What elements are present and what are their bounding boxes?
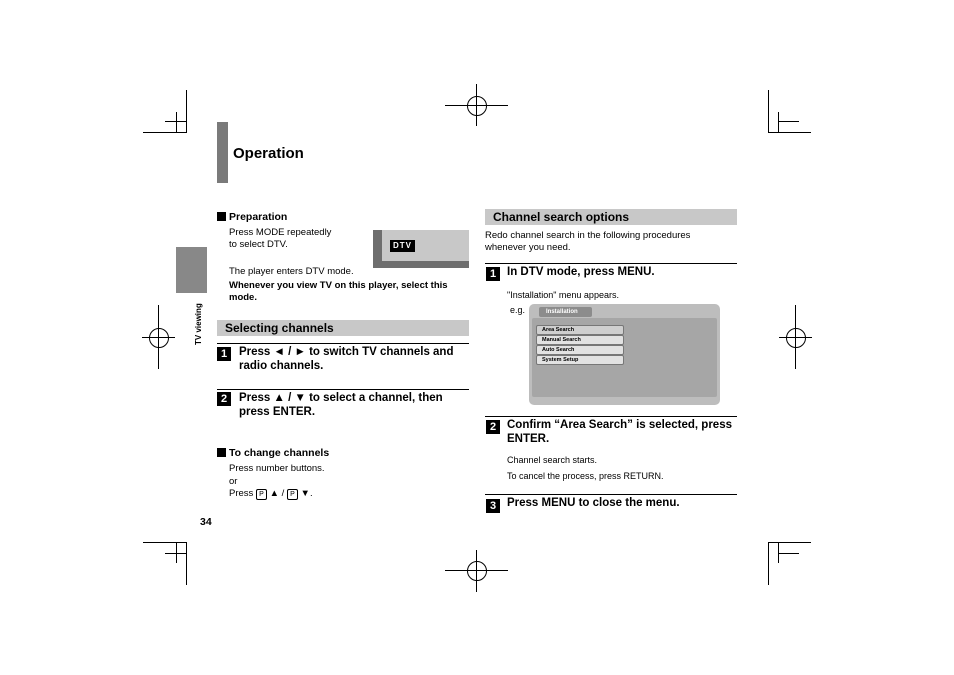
page-title: Operation — [233, 145, 304, 162]
program-key-icon: P — [256, 489, 267, 500]
registration-mark-left — [158, 305, 159, 369]
bullet-square-icon — [217, 448, 226, 457]
crop-mark — [768, 542, 769, 585]
registration-mark-right — [786, 328, 806, 348]
registration-mark-top — [467, 96, 487, 116]
crop-mark — [165, 121, 186, 122]
crop-mark — [778, 112, 779, 133]
registration-mark-top — [476, 84, 477, 126]
crop-mark — [768, 132, 811, 133]
installation-menu-tab: Installation — [539, 307, 592, 317]
registration-mark-right — [795, 305, 796, 369]
intro-line2: whenever you need. — [485, 242, 571, 253]
step-number: 1 — [486, 267, 500, 281]
preparation-note1: Whenever you view TV on this player, select this — [229, 280, 448, 291]
crop-mark — [768, 542, 811, 543]
step-divider — [485, 494, 737, 495]
crop-mark — [778, 553, 799, 554]
step-divider — [485, 263, 737, 264]
step-2-line2: press ENTER. — [239, 406, 316, 418]
menu-item-area-search[interactable]: Area Search — [536, 325, 624, 335]
preparation-line2: to select DTV. — [229, 239, 288, 250]
step-2-line1: Press ▲ / ▼ to select a channel, then — [239, 392, 443, 404]
crop-mark — [143, 132, 186, 133]
intro-line1: Redo channel search in the following procedures — [485, 230, 691, 241]
side-tab — [176, 247, 207, 293]
menu-item-system-setup[interactable]: System Setup — [536, 355, 624, 365]
title-accent-bar — [217, 122, 228, 183]
section-selecting-channels: Selecting channels — [217, 320, 469, 336]
change-line1: Press number buttons. — [229, 463, 325, 474]
crop-mark — [778, 121, 799, 122]
side-label: TV viewing — [194, 303, 203, 345]
preparation-note2: mode. — [229, 292, 257, 303]
menu-item-manual-search[interactable]: Manual Search — [536, 335, 624, 345]
step-number: 2 — [217, 392, 231, 406]
right-step-2-line2: ENTER. — [507, 433, 550, 445]
crop-mark — [768, 90, 769, 133]
dtv-indicator: DTV — [390, 240, 415, 252]
step-divider — [217, 389, 469, 390]
registration-mark-bottom — [467, 561, 487, 581]
step-number: 1 — [217, 347, 231, 361]
registration-mark-bottom — [476, 550, 477, 592]
step-number: 2 — [486, 420, 500, 434]
program-key-icon: P — [287, 489, 298, 500]
change-channels-heading: To change channels — [217, 447, 329, 459]
section-channel-search-options: Channel search options — [485, 209, 737, 225]
right-step-2-note2: To cancel the process, press RETURN. — [507, 471, 664, 481]
step-divider — [485, 416, 737, 417]
eg-label: e.g. — [510, 305, 526, 315]
step-divider — [217, 343, 469, 344]
right-step-1-text: In DTV mode, press MENU. — [507, 266, 655, 278]
step-1-line2: radio channels. — [239, 360, 324, 372]
right-step-2-line1: Confirm “Area Search” is selected, press — [507, 419, 732, 431]
crop-mark — [165, 553, 186, 554]
change-press-keys: Press P ▲ / P ▼. — [229, 488, 313, 499]
crop-mark — [186, 90, 187, 133]
menu-item-auto-search[interactable]: Auto Search — [536, 345, 624, 355]
preparation-heading: Preparation — [217, 211, 287, 223]
right-step-3-text: Press MENU to close the menu. — [507, 497, 680, 509]
right-step-1-note: "Installation" menu appears. — [507, 290, 619, 300]
bullet-square-icon — [217, 212, 226, 221]
change-or: or — [229, 476, 238, 487]
page-number: 34 — [200, 516, 212, 528]
preparation-line3: The player enters DTV mode. — [229, 266, 354, 277]
right-step-2-note1: Channel search starts. — [507, 455, 598, 465]
crop-mark — [186, 542, 187, 585]
registration-mark-left — [149, 328, 169, 348]
crop-mark — [143, 542, 186, 543]
preparation-line1: Press MODE repeatedly — [229, 227, 332, 238]
step-number: 3 — [486, 499, 500, 513]
crop-mark — [176, 112, 177, 133]
step-1-line1: Press ◄ / ► to switch TV channels and — [239, 346, 454, 358]
